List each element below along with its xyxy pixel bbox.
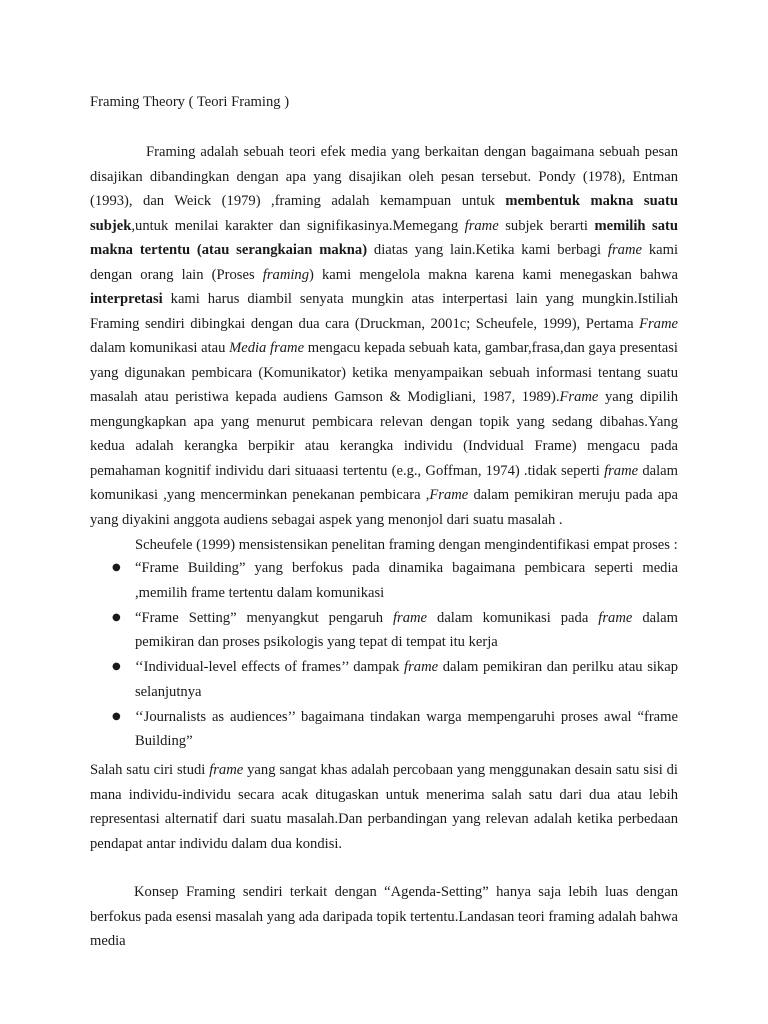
text-run: mengacu kepada sebuah kata, gambar,frasa,dan gaya presentasi yang digunakan pembicara (Komunikator) ketika menyampaikan sebuah informasi tentang suatu masalah atau peristiwa kepada audiens Gamson & Modigliani, 1987, 1989). [90, 340, 678, 405]
italic-term: frame [404, 659, 439, 675]
text-run: dalam pemikiran meruju pada apa yang diyakini anggota audiens sebagai aspek yang menonjol dari suatu masalah . [90, 487, 678, 528]
text-run: Framing adalah sebuah teori efek media yang berkaitan dengan bagaimana sebuah pesan disajikan dibandingkan dengan apa yang disajikan oleh pesan tersebut. Pondy (1978), Entman (1993), dan Weick (1979) ,framing adalah kemampuan untuk [90, 144, 678, 209]
text-run: Salah satu ciri studi [90, 762, 210, 778]
text-run: dalam komunikasi pada [427, 609, 599, 626]
italic-term: frame [464, 217, 499, 234]
list-item-text: “Frame Building” yang berfokus pada dinamika bagaimana pembicara seperti media ,memilih frame tertentu dalam komunikasi [135, 560, 678, 601]
italic-term: frame [604, 462, 639, 479]
text-run: kami harus diambil senyata mungkin atas interpertasi lain yang mungkin.Istiliah Framing sendiri dibingkai dengan dua cara (Druckman, 2001c; Scheufele, 1999), Pertama [90, 291, 678, 332]
italic-term: frame [392, 609, 428, 626]
text-run: ,untuk menilai karakter dan signifikasinya.Memegang [131, 217, 465, 234]
italic-term: framing [262, 266, 310, 283]
scheufele-intro-line: Scheufele (1999) mensistensikan penelitan framing dengan mengindentifikasi empat proses : [135, 537, 678, 553]
paragraph-frame-studies [90, 758, 678, 856]
italic-term: Media frame [229, 340, 305, 356]
bold-term: interpretasi [90, 291, 163, 307]
text-run: “Frame Setting” menyangkut pengaruh [135, 609, 393, 626]
bold-term: membentuk makna suatu subjek [90, 193, 678, 234]
text-run: dalam komunikasi ,yang mencerminkan penekanan pembicara , [90, 462, 679, 503]
paragraph-framing-definition [90, 140, 678, 532]
text-run: ) kami mengelola makna karena kami menegaskan bahwa [309, 266, 679, 283]
intro-section [90, 140, 678, 532]
italic-term: frame [598, 609, 633, 626]
list-item [112, 606, 678, 655]
italic-term: frame [209, 762, 244, 778]
document-title: Framing Theory ( Teori Framing ) [90, 94, 290, 110]
bullet-icon: ● [112, 611, 121, 623]
italic-term: Frame [559, 389, 599, 405]
bullet-icon: ● [112, 661, 121, 672]
text-run: ‘‘Individual-level effects of frames’’ dampak [135, 659, 405, 675]
text-run: dalam pemikiran dan proses psikologis yang tepat di tempat itu kerja [135, 609, 679, 650]
list-item [112, 655, 678, 704]
bullet-icon: ● [112, 710, 121, 722]
list-item [112, 705, 678, 754]
text-run: dalam pemikiran dan perilku atau sikap selanjutnya [135, 659, 679, 700]
bullet-icon: ● [112, 562, 121, 573]
paragraph-agenda-setting: Konsep Framing sendiri terkait dengan “Agenda-Setting” hanya saja lebih luas dengan berfokus pada esensi masalah yang ada daripada topik tertentu.Landasan teori framing adalah bahwa media [90, 884, 678, 949]
framing-process-list [112, 556, 678, 754]
list-item-text: ‘‘Journalists as audiences’’ bagaimana tindakan warga mempengaruhi proses awal “frame Building” [135, 708, 678, 749]
italic-term: Frame [429, 487, 469, 503]
text-run: diatas yang lain.Ketika kami berbagi [367, 242, 608, 258]
bold-term: memilih satu makna tertentu (atau serangkaian makna) [90, 217, 678, 258]
italic-term: Frame [639, 315, 678, 332]
list-item [112, 556, 678, 605]
text-run: dalam komunikasi atau [90, 340, 230, 356]
text-run: kami dengan orang lain (Proses [90, 242, 679, 283]
text-run: subjek berarti [498, 217, 595, 234]
text-run: yang sangat khas adalah percobaan yang menggunakan desain satu sisi di mana individu-individu secara acak ditugaskan untuk menerima salah satu dari dua atau lebih representasi alternatif dari suatu masalah.Dan perbandingan yang relevan adalah ketika perbedaan pendapat antar individu dalam dua kondisi. [90, 762, 678, 852]
italic-term: frame [607, 242, 642, 258]
text-run: yang dipilih mengungkapkan apa yang menurut pembicara relevan dengan topik yang sedang dibahas.Yang kedua adalah kerangka berpikir atau kerangka individu (Indvidual Frame) mengacu pada pemahaman kognitif individu dari situaasi tertentu (e.g., Goffman, 1974) .tidak seperti [90, 389, 678, 479]
